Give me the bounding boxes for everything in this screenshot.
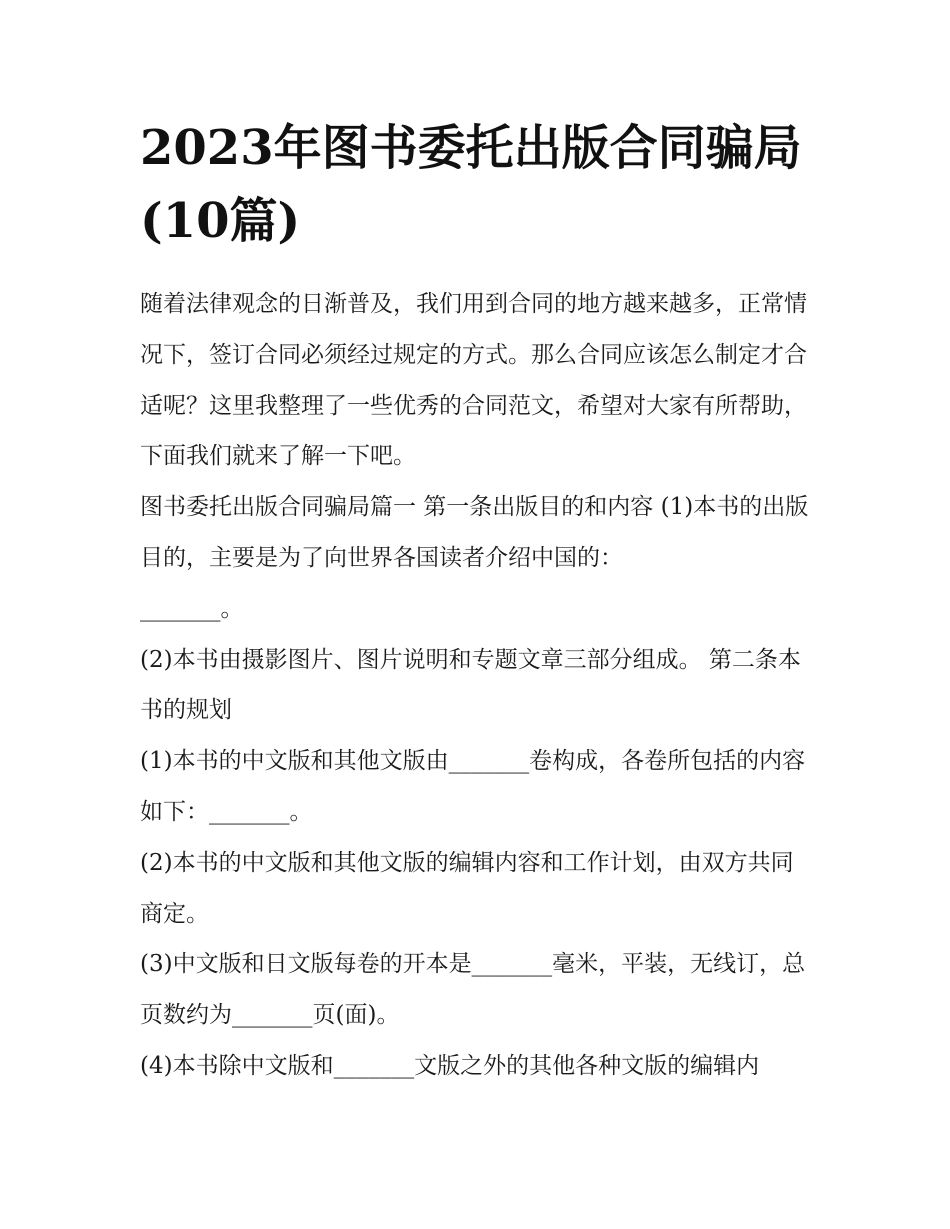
paragraph-blank-line: _______。 (140, 595, 244, 622)
document-body (140, 279, 816, 1092)
document-title: 2023年图书委托出版合同骗局(10篇) (140, 120, 802, 249)
paragraph-editing-plan: (2)本书的中文版和其他文版的编辑内容和工作计划，由双方共同商定。 (140, 849, 794, 927)
paragraph-article-1: 图书委托出版合同骗局篇一 第一条出版目的和内容 (1)本书的出版目的，主要是为了向世界各国读者介绍中国的： (140, 494, 809, 571)
paragraph-format: (3)中文版和日文版每卷的开本是_______毫米，平装，无线订，总页数约为_______页(面)。 (140, 951, 806, 1029)
document-content (140, 112, 816, 1092)
paragraph-other-editions: (4)本书除中文版和_______文版之外的其他各种文版的编辑内 (140, 1052, 760, 1079)
paragraph-volumes: (1)本书的中文版和其他文版由_______卷构成，各卷所包括的内容如下：_______。 (140, 748, 806, 825)
paragraph-composition: (2)本书由摄影图片、图片说明和专题文章三部分组成。 第二条本书的规划 (140, 646, 801, 724)
paragraph-intro: 随着法律观念的日渐普及，我们用到合同的地方越来越多，正常情况下，签订合同必须经过规定的方式。那么合同应该怎么制定才合适呢？这里我整理了一些优秀的合同范文，希望对大家有所帮助，下面我们就来了解一下吧。 (140, 291, 807, 470)
